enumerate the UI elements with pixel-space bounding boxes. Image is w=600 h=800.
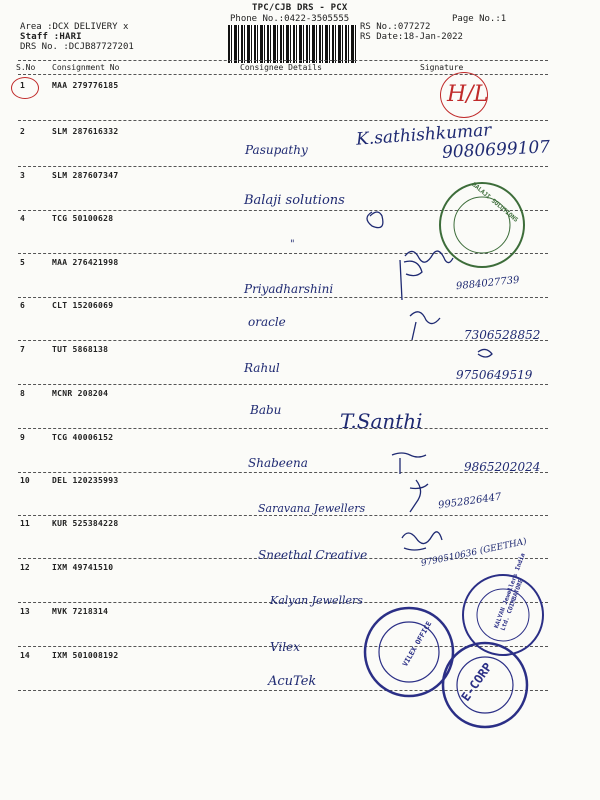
row-sno: 5 (20, 258, 25, 267)
phone-number: Phone No.:0422-3505555 (230, 14, 350, 24)
row-consignment-no: TUT 5868138 (52, 345, 109, 354)
row-8-signature: T.Santhi (340, 409, 423, 433)
col-sno: S.No (16, 63, 36, 72)
rs-number: RS No.:077272 (360, 22, 431, 32)
row-7-phone: 9750649519 (456, 368, 533, 382)
row-3-consignee: Balaji solutions (244, 193, 345, 208)
row-consignment-no: KUR 525384228 (52, 519, 119, 528)
vilex-stamp-text: VILEX OFFICE (401, 620, 434, 668)
row-sno: 6 (20, 301, 25, 310)
ecorp-stamp-text: E-CORP (458, 660, 495, 704)
row-7-consignee: Rahul (244, 361, 280, 375)
row-sno: 12 (20, 563, 30, 572)
balaji-stamp-text: BALAJI SOLUTIONS (470, 181, 520, 224)
row-sno: 4 (20, 214, 25, 223)
row-consignment-no: TCG 40006152 (52, 433, 114, 442)
row-10-phone: 9952826447 (437, 491, 503, 512)
page-number: Page No.:1 (452, 14, 507, 24)
row-5-consignee: Priyadharshini (244, 282, 334, 296)
row-11-phone: 9790510636 (GEETHA) (420, 536, 528, 570)
row-consignment-no: MAA 276421998 (52, 258, 119, 267)
col-signature: Signature (420, 63, 464, 72)
row-10-consignee: Saravana Jewellers (258, 502, 366, 515)
row-6-phone: 7306528852 (464, 328, 541, 342)
row-consignment-no: MCNR 208204 (52, 389, 109, 398)
row-sno: 13 (20, 607, 30, 616)
row-sno: 3 (20, 171, 25, 180)
col-consignee-details: Consignee Details (240, 63, 322, 72)
area-label: Area :DCX DELIVERY x (20, 22, 129, 32)
row-sno: 9 (20, 433, 25, 442)
row-1-signature: H/L (447, 82, 489, 107)
row-consignment-no: IXM 501008192 (52, 651, 119, 660)
row-12-consignee: Kalyan Jewellers (270, 594, 363, 607)
staff-label: Staff :HARI (20, 32, 82, 42)
row-sno: 8 (20, 389, 25, 398)
col-consignment: Consignment No (52, 63, 120, 72)
kalyan-stamp-text: KALYAN Jewellers India Ltd. COIMBATORE (493, 552, 527, 632)
row-9-phone: 9865202024 (464, 460, 541, 474)
row-consignment-no: SLM 287607347 (52, 171, 119, 180)
row-consignment-no: TCG 50100628 (52, 214, 114, 223)
row-2-consignee: Pasupathy (245, 143, 308, 157)
row-4-consignee: " (290, 239, 295, 250)
row-6-consignee: oracle (248, 315, 286, 329)
rs-date: RS Date:18-Jan-2022 (360, 32, 463, 42)
drs-title: TPC/CJB DRS - PCX (252, 3, 348, 13)
row-sno: 1 (20, 81, 25, 90)
row-14-consignee: AcuTek (268, 674, 317, 689)
row-consignment-no: MAA 279776185 (52, 81, 119, 90)
row-sno: 14 (20, 651, 30, 660)
drs-number: DRS No. :DCJB87727201 (20, 42, 134, 52)
row-sno: 7 (20, 345, 25, 354)
row-sno: 10 (20, 476, 30, 485)
ecorp-stamp (440, 640, 530, 730)
row-sno: 2 (20, 127, 25, 136)
row-8-consignee: Babu (250, 403, 282, 417)
row-2-signature: K.sathishkumar (355, 120, 493, 150)
row-consignment-no: DEL 120235993 (52, 476, 119, 485)
row-13-consignee: Vilex (270, 640, 300, 654)
row-9-consignee: Shabeena (248, 456, 308, 470)
row-consignment-no: IXM 49741510 (52, 563, 114, 572)
row-sno: 11 (20, 519, 30, 528)
row-consignment-no: MVK 7218314 (52, 607, 109, 616)
row-consignment-no: SLM 287616332 (52, 127, 119, 136)
row-5-phone: 9884027739 (455, 274, 521, 293)
row-11-consignee: Sneethal Creative (258, 548, 368, 562)
row-consignment-no: CLT 15206069 (52, 301, 114, 310)
row-2-phone: 9080699107 (441, 137, 551, 163)
